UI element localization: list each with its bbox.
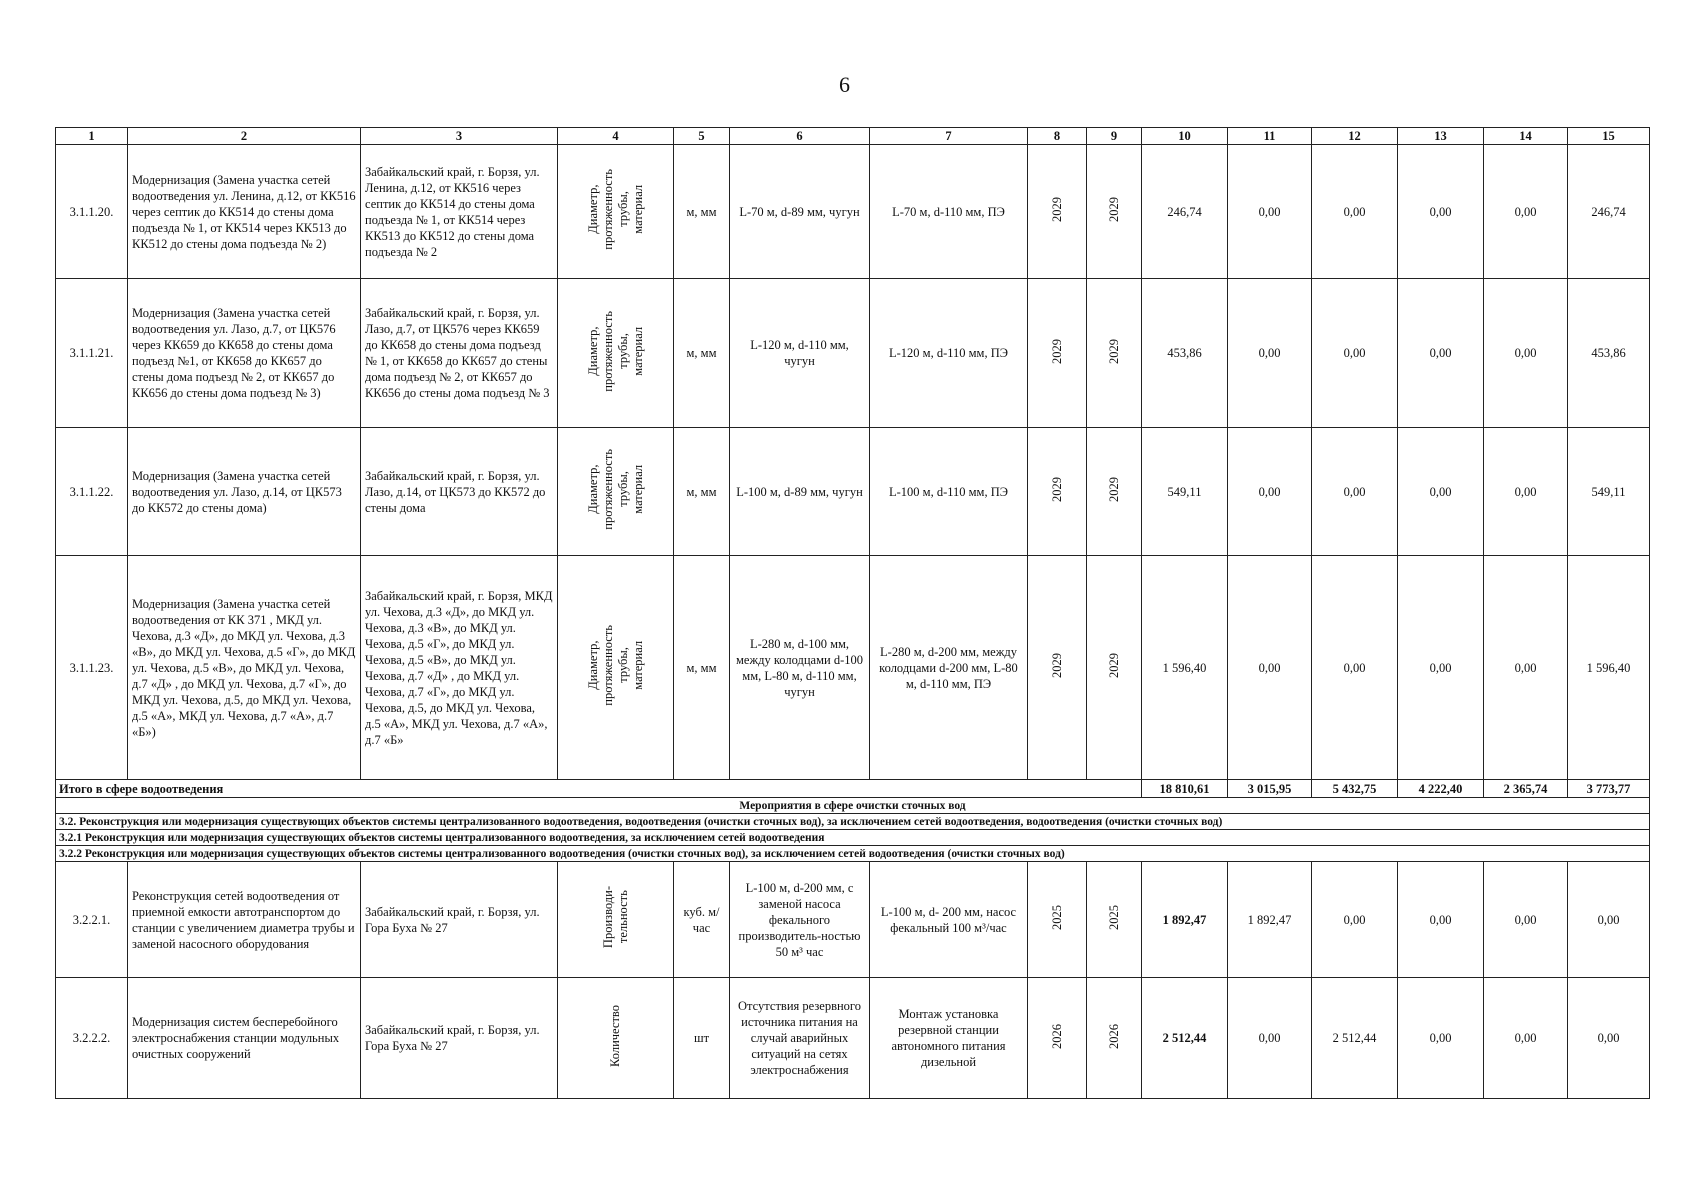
cost-year: 0,00 [1484,145,1568,279]
column-header: 6 [730,128,870,145]
column-header: 15 [1568,128,1650,145]
table-row [56,862,1650,978]
value-before: L-100 м, d-89 мм, чугун [730,428,870,556]
year-end: 2029 [1107,197,1121,222]
cost-year: 0,00 [1398,978,1484,1099]
measure-name: Модернизация (Замена участка сетей водоотведения ул. Ленина, д.12, от КК516 через септик до КК514 до стены дома подъезда № 1, от КК514 через КК513 до КК512 до стены дома подъезда № 2) [128,145,361,279]
cost-year: 0,00 [1398,862,1484,978]
cost-year: 0,00 [1228,145,1312,279]
cost-year: 0,00 [1312,556,1398,780]
column-header: 7 [870,128,1028,145]
cost-total: 1 596,40 [1142,556,1228,780]
indicator-text: Диаметр, протяженность трубы, материал [585,625,645,706]
cost-year: 0,00 [1484,428,1568,556]
table-row [56,279,1650,428]
total-row [56,780,1650,798]
year-start-cell [1028,556,1087,780]
cost-year: 0,00 [1398,145,1484,279]
measure-location: Забайкальский край, г. Борзя, ул. Лазо, д.7, от ЦК576 через КК659 до КК658 до стены дома подъезд № 1, от КК658 до КК657 до стены дома подъезд № 2, от КК657 до КК656 до стены дома подъезд № 3 [361,279,558,428]
cost-total: 1 892,47 [1142,862,1228,978]
value-before: L-120 м, d-110 мм, чугун [730,279,870,428]
unit-cell: м, мм [674,279,730,428]
cost-year: 549,11 [1568,428,1650,556]
measure-name: Модернизация систем бесперебойного электроснабжения станции модульных очистных сооружений [128,978,361,1099]
section-row [56,846,1650,862]
row-number: 3.1.1.22. [56,428,128,556]
year-start: 2029 [1050,338,1064,364]
total-value: 18 810,61 [1142,780,1228,798]
cost-year: 0,00 [1228,279,1312,428]
year-end: 2026 [1107,1023,1121,1049]
cost-year: 0,00 [1484,862,1568,978]
cost-year: 0,00 [1312,428,1398,556]
column-header: 11 [1228,128,1312,145]
value-before: L-70 м, d-89 мм, чугун [730,145,870,279]
unit-cell: шт [674,978,730,1099]
cost-year: 0,00 [1228,428,1312,556]
section-row [56,814,1650,830]
measure-location: Забайкальский край, г. Борзя, ул. Ленина, д.12, от КК516 через септик до КК514 до стены дома подъезда № 1, от КК514 через КК513 до КК512 до стены дома подъезда № 2 [361,145,558,279]
indicator-cell [558,145,674,279]
measure-location: Забайкальский край, г. Борзя, МКД ул. Чехова, д.3 «Д», до МКД ул. Чехова, д.3 «В», до МКД ул. Чехова, д.5 «Г», до МКД ул. Чехова, д.5 «В», до МКД ул. Чехова, д.7 «Д» , до МКД ул. Чехова, д.7 «Г», до МКД ул. Чехова, д.5, до МКД ул. Чехова, д.5 «А», МКД ул. Чехова, д.7 «А», д.7 «Б» [361,556,558,780]
indicator-text: Диаметр, протяженность трубы, материал [585,449,645,530]
cost-year: 1 892,47 [1228,862,1312,978]
year-end-cell [1087,556,1142,780]
indicator-text: Производи- тельность [600,886,630,949]
row-number: 3.1.1.23. [56,556,128,780]
investment-table [55,127,1650,1099]
section-heading: 3.2. Реконструкция или модернизация существующих объектов системы централизованного водоотведения, водоотведения (очистки сточных вод), за исключением сетей водоотведения, водоотведения (очистки сточных вод) [56,814,1650,830]
table-row [56,978,1650,1099]
cost-total: 246,74 [1142,145,1228,279]
cost-year: 0,00 [1568,862,1650,978]
indicator-text: Количество [608,1005,622,1067]
unit-cell: м, мм [674,428,730,556]
measure-name: Модернизация (Замена участка сетей водоотведения от КК 371 , МКД ул. Чехова, д.3 «Д», до МКД ул. Чехова, д.3 «В», до МКД ул. Чехова, д.5 «Г», до МКД ул. Чехова, д.5 «В», до МКД ул. Чехова, д.7 «Д» , до МКД ул. Чехова, д.7 «Г», до МКД ул. Чехова, д.5, до МКД ул. Чехова, д.5 «А», МКД ул. Чехова, д.7 «А», д.7 «Б») [128,556,361,780]
year-end-cell [1087,978,1142,1099]
year-end: 2029 [1107,338,1121,364]
value-after: L-100 м, d-110 мм, ПЭ [870,428,1028,556]
year-start: 2025 [1050,905,1064,930]
header-row [56,128,1650,145]
measure-name: Модернизация (Замена участка сетей водоотведения ул. Лазо, д.7, от ЦК576 через КК659 до КК658 до стены дома подъезд №1, от КК658 до КК657 до стены дома подъезд № 2, от КК657 до КК656 до стены дома подъезд № 3) [128,279,361,428]
table-row [56,145,1650,279]
value-after: L-100 м, d- 200 мм, насос фекальный 100 м³/час [870,862,1028,978]
cost-year: 0,00 [1484,556,1568,780]
column-header: 5 [674,128,730,145]
total-value: 2 365,74 [1484,780,1568,798]
year-end-cell [1087,428,1142,556]
cost-year: 0,00 [1228,556,1312,780]
cost-year: 0,00 [1312,279,1398,428]
cost-total: 549,11 [1142,428,1228,556]
section-heading: Мероприятия в сфере очистки сточных вод [56,798,1650,814]
year-start-cell [1028,862,1087,978]
cost-year: 0,00 [1568,978,1650,1099]
section-heading: 3.2.2 Реконструкция или модернизация существующих объектов системы централизованного водоотведения (очистки сточных вод), за исключением сетей водоотведения (очистки сточных вод) [56,846,1650,862]
year-start-cell [1028,978,1087,1099]
row-number: 3.2.2.2. [56,978,128,1099]
cost-year: 0,00 [1228,978,1312,1099]
cost-year: 0,00 [1312,862,1398,978]
table-row [56,428,1650,556]
cost-year: 2 512,44 [1312,978,1398,1099]
value-before: L-100 м, d-200 мм, с заменой насоса фекального производитель-ностью 50 м³ час [730,862,870,978]
value-after: L-70 м, d-110 мм, ПЭ [870,145,1028,279]
value-before: L-280 м, d-100 мм, между колодцами d-100 мм, L-80 м, d-110 мм, чугун [730,556,870,780]
column-header: 2 [128,128,361,145]
indicator-text: Диаметр, протяженность трубы, материал [585,169,645,250]
year-start-cell [1028,279,1087,428]
year-start: 2029 [1050,197,1064,222]
section-row [56,798,1650,814]
cost-total: 2 512,44 [1142,978,1228,1099]
table-row [56,556,1650,780]
year-start: 2026 [1050,1023,1064,1049]
unit-cell: м, мм [674,145,730,279]
year-start-cell [1028,145,1087,279]
column-header: 1 [56,128,128,145]
year-end: 2025 [1107,905,1121,930]
cost-year: 0,00 [1484,978,1568,1099]
cost-year: 0,00 [1398,556,1484,780]
row-number: 3.2.2.1. [56,862,128,978]
unit-cell: куб. м/час [674,862,730,978]
page-number: 6 [839,72,850,97]
column-header: 9 [1087,128,1142,145]
cost-year: 0,00 [1312,145,1398,279]
year-start: 2029 [1050,477,1064,502]
section-row [56,830,1650,846]
column-header: 14 [1484,128,1568,145]
unit-cell: м, мм [674,556,730,780]
indicator-cell [558,978,674,1099]
column-header: 3 [361,128,558,145]
year-end: 2029 [1107,653,1121,678]
cost-year: 0,00 [1398,279,1484,428]
year-end-cell [1087,862,1142,978]
column-header: 4 [558,128,674,145]
cost-year: 0,00 [1398,428,1484,556]
row-number: 3.1.1.21. [56,279,128,428]
total-value: 4 222,40 [1398,780,1484,798]
value-after: L-280 м, d-200 мм, между колодцами d-200 мм, L-80 м, d-110 мм, ПЭ [870,556,1028,780]
year-start-cell [1028,428,1087,556]
section-heading: 3.2.1 Реконструкция или модернизация существующих объектов системы централизованного водоотведения, за исключением сетей водоотведения [56,830,1650,846]
year-end: 2029 [1107,477,1121,502]
column-header: 8 [1028,128,1087,145]
row-number: 3.1.1.20. [56,145,128,279]
cost-year: 246,74 [1568,145,1650,279]
total-label: Итого в сфере водоотведения [56,780,1142,798]
measure-location: Забайкальский край, г. Борзя, ул. Лазо, д.14, от ЦК573 до КК572 до стены дома [361,428,558,556]
value-before: Отсутствия резервного источника питания на случай аварийных ситуаций на сетях электроснабжения [730,978,870,1099]
cost-year: 0,00 [1484,279,1568,428]
year-end-cell [1087,279,1142,428]
cost-year: 1 596,40 [1568,556,1650,780]
measure-location: Забайкальский край, г. Борзя, ул. Гора Буха № 27 [361,978,558,1099]
cost-total: 453,86 [1142,279,1228,428]
total-value: 5 432,75 [1312,780,1398,798]
value-after: Монтаж установка резервной станции автономного питания дизельной [870,978,1028,1099]
indicator-cell [558,556,674,780]
value-after: L-120 м, d-110 мм, ПЭ [870,279,1028,428]
cost-year: 453,86 [1568,279,1650,428]
total-value: 3 773,77 [1568,780,1650,798]
column-header: 12 [1312,128,1398,145]
measure-name: Реконструкция сетей водоотведения от приемной емкости автотранспортом до станции с увеличением диаметра трубы и заменой насосного оборудования [128,862,361,978]
indicator-cell [558,279,674,428]
year-start: 2029 [1050,653,1064,678]
indicator-cell [558,862,674,978]
year-end-cell [1087,145,1142,279]
measure-location: Забайкальский край, г. Борзя, ул. Гора Буха № 27 [361,862,558,978]
indicator-cell [558,428,674,556]
measure-name: Модернизация (Замена участка сетей водоотведения ул. Лазо, д.14, от ЦК573 до КК572 до стены дома) [128,428,361,556]
column-header: 13 [1398,128,1484,145]
column-header: 10 [1142,128,1228,145]
indicator-text: Диаметр, протяженность трубы, материал [585,310,645,392]
total-value: 3 015,95 [1228,780,1312,798]
